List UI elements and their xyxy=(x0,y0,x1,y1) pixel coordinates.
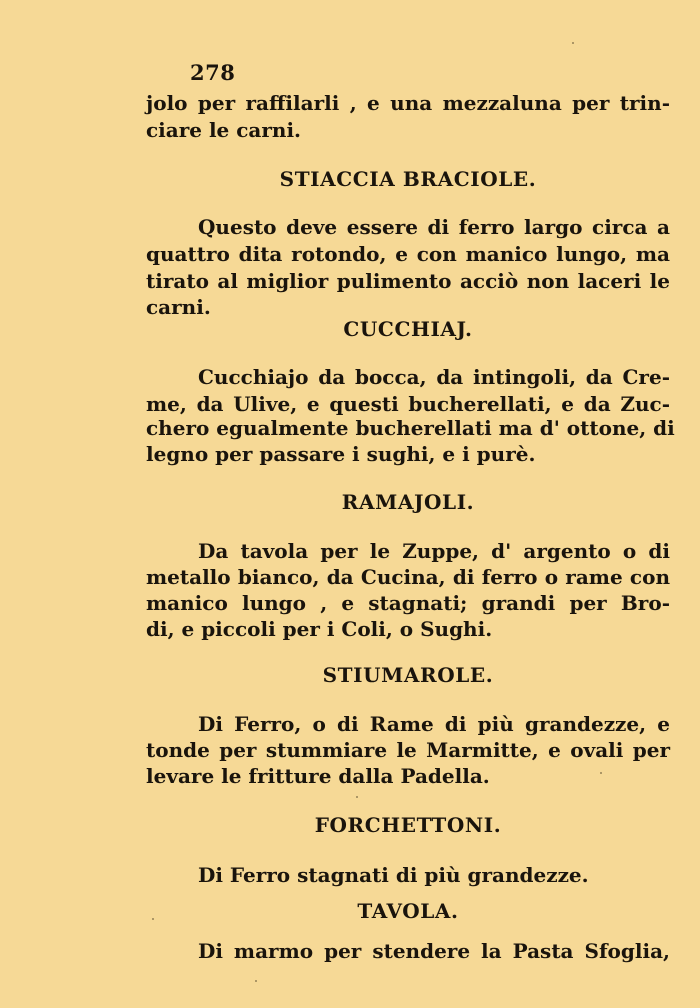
scan-speck xyxy=(356,796,358,798)
paragraph-line: legno per passare i sughi, e i purè. xyxy=(146,442,536,466)
paragraph-line: tonde per stummiare le Marmitte, e ovali per xyxy=(146,738,670,762)
paragraph-line: Di marmo per stendere la Pasta Sfoglia, xyxy=(198,939,670,963)
paragraph-line: Da tavola per le Zuppe, d' argento o di xyxy=(198,539,670,563)
scan-speck xyxy=(152,918,154,920)
paragraph-line: manico lungo , e stagnati; grandi per Bro- xyxy=(146,591,670,615)
paragraph-line: Di Ferro stagnati di più grandezze. xyxy=(198,863,589,887)
section-heading: TAVOLA. xyxy=(357,899,459,923)
paragraph-line: tirato al miglior pulimento acciò non laceri le xyxy=(146,269,670,293)
section-heading: STIUMAROLE. xyxy=(322,663,494,687)
page-number: 278 xyxy=(190,60,236,85)
paragraph-line: ciare le carni. xyxy=(146,118,302,142)
paragraph-line: chero egualmente bucherellati ma d' ottone, di xyxy=(146,416,675,440)
section-heading: CUCCHIAJ. xyxy=(343,317,473,341)
paragraph-line: quattro dita rotondo, e con manico lungo, ma xyxy=(146,242,670,266)
section-heading: FORCHETTONI. xyxy=(314,813,502,837)
paragraph-line: levare le fritture dalla Padella. xyxy=(146,764,490,788)
paragraph-line: metallo bianco, da Cucina, di ferro o rame con xyxy=(146,565,670,589)
paragraph-line: carni. xyxy=(146,295,211,319)
scan-speck xyxy=(255,980,257,982)
paragraph-line: Cucchiajo da bocca, da intingoli, da Cre- xyxy=(198,365,670,389)
scan-speck xyxy=(572,42,574,44)
paragraph-line: Di Ferro, o di Rame di più grandezze, e xyxy=(198,712,670,736)
paragraph-line: di, e piccoli per i Coli, o Sughi. xyxy=(146,617,493,641)
scan-speck xyxy=(600,772,602,774)
paragraph-line: jolo per raffilarli , e una mezzaluna per trin- xyxy=(146,91,670,115)
paragraph-line: me, da Ulive, e questi bucherellati, e da Zuc- xyxy=(146,392,670,416)
section-heading: STIACCIA BRACIOLE. xyxy=(279,167,537,191)
section-heading: RAMAJOLI. xyxy=(341,490,475,514)
paragraph-line: Questo deve essere di ferro largo circa a xyxy=(198,215,670,239)
